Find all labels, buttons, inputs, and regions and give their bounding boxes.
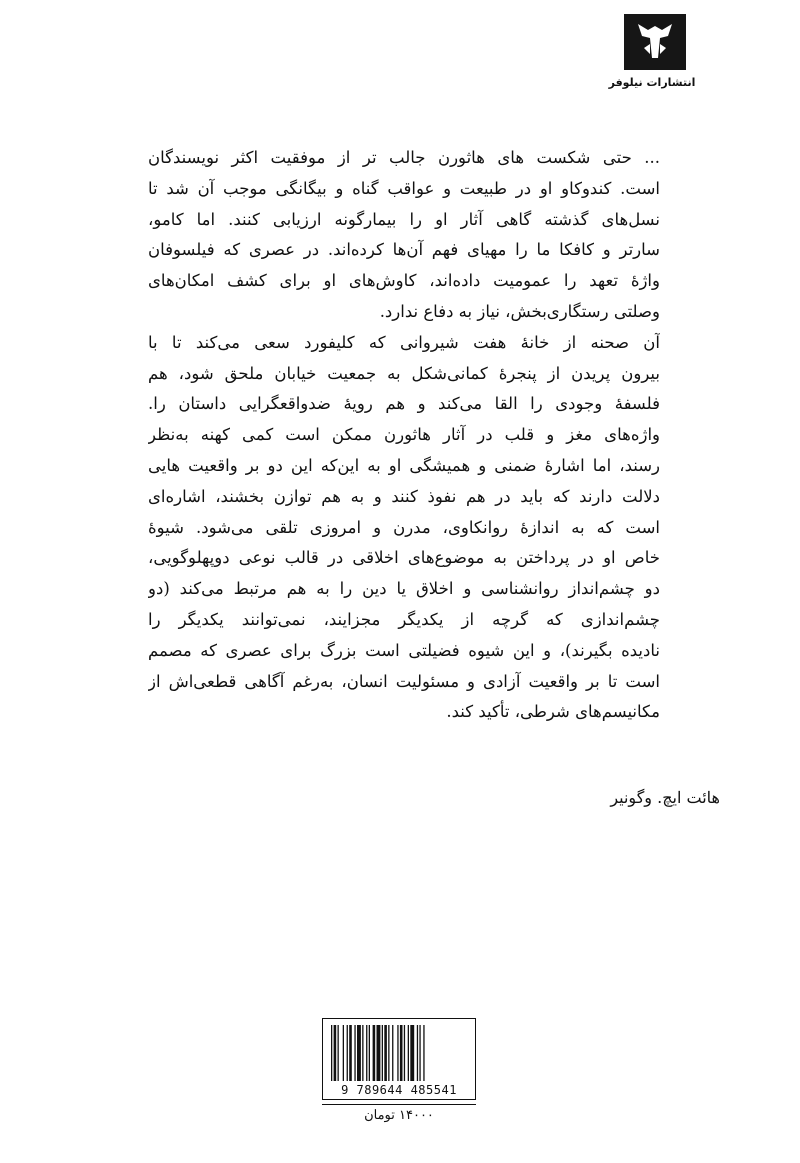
publisher-name: انتشارات نیلوفر xyxy=(608,76,696,89)
price-label: ۱۴۰۰۰ تومان xyxy=(322,1104,476,1123)
text-line: واژهٔ تعهد را عمومیت داده‌اند، کاوش‌های او برای کشف امکان‌های xyxy=(148,271,660,291)
text-line: نادیده بگیرند)، و این شیوه فضیلتی است بزرگ برای عصری که مصمم xyxy=(148,640,660,660)
text-line: فلسفهٔ وجودی را القا می‌کند و هم رویهٔ ضدواقعگرایی داستان را. xyxy=(148,394,660,414)
isbn-barcode xyxy=(322,1018,476,1100)
text-line: است تا بر واقعیت آزادی و مسئولیت انسان، به‌رغم آگاهی قطعی‌اش از xyxy=(148,671,660,691)
text-line: ... حتی شکست های هاثورن جالب تر از موفقیت اکثر نویسندگان xyxy=(148,148,660,167)
text-line: چشم‌اندازی که گرچه از یکدیگر مجزایند، نمی‌توانند یکدیگر را xyxy=(148,609,660,629)
publisher-logo xyxy=(624,14,686,70)
text-line: مکانیسم‌های شرطی، تأکید کند. xyxy=(446,702,660,722)
text-line: بیرون پریدن از پنجرهٔ کمانی‌شکل به جمعیت خیابان ملحق شود، هم xyxy=(148,363,660,383)
text-line: رسند، اما اشارهٔ ضمنی و همیشگی او به این‌که این دو بر واقعیت هایی xyxy=(148,455,660,475)
text-line: نسل‌های گذشته گاهی آثار او را بیمارگونه ارزیابی کنند. اما کامو، xyxy=(148,209,660,229)
text-line: سارتر و کافکا ما را مهیای فهم آن‌ها کرده‌اند. در عصری که فیلسوفان xyxy=(148,240,660,260)
text-line: آن صحنه از خانهٔ هفت شیروانی که کلیفورد سعی می‌کند تا با xyxy=(148,332,660,352)
author-signature: هائت ایچ. وگونیر xyxy=(610,788,720,807)
back-cover-text xyxy=(148,143,660,728)
nilufar-logo-icon xyxy=(624,14,686,70)
text-line: است که به اندازهٔ روانکاوی، مدرن و امروزی تلقی می‌شود. شیوهٔ xyxy=(148,517,660,537)
text-line: دلالت دارند که باید در هم نفوذ کنند و به هم توازن بخشند، اشاره‌ای xyxy=(148,486,660,506)
text-line: دو چشم‌انداز روانشناسی و اخلاق یا دین را به هم مرتبط می‌کند (دو xyxy=(148,579,660,599)
text-line: وصلتی رستگاری‌بخش، نیاز به دفاع ندارد. xyxy=(379,301,660,321)
text-line: واژه‌های مغز و قلب در آثار هاثورن ممکن است کمی کهنه به‌نظر xyxy=(148,425,660,445)
barcode-bars xyxy=(329,1025,469,1081)
barcode-number: 9 789644 485541 xyxy=(341,1083,457,1097)
text-line: است. کندوکاو او در طبیعت و عواقب گناه و بیگانگی موجب آن شد تا xyxy=(148,178,660,198)
text-line: خاص او در پرداختن به موضوع‌های اخلاقی در قالب نوعی دوپهلوگویی، xyxy=(148,548,660,568)
